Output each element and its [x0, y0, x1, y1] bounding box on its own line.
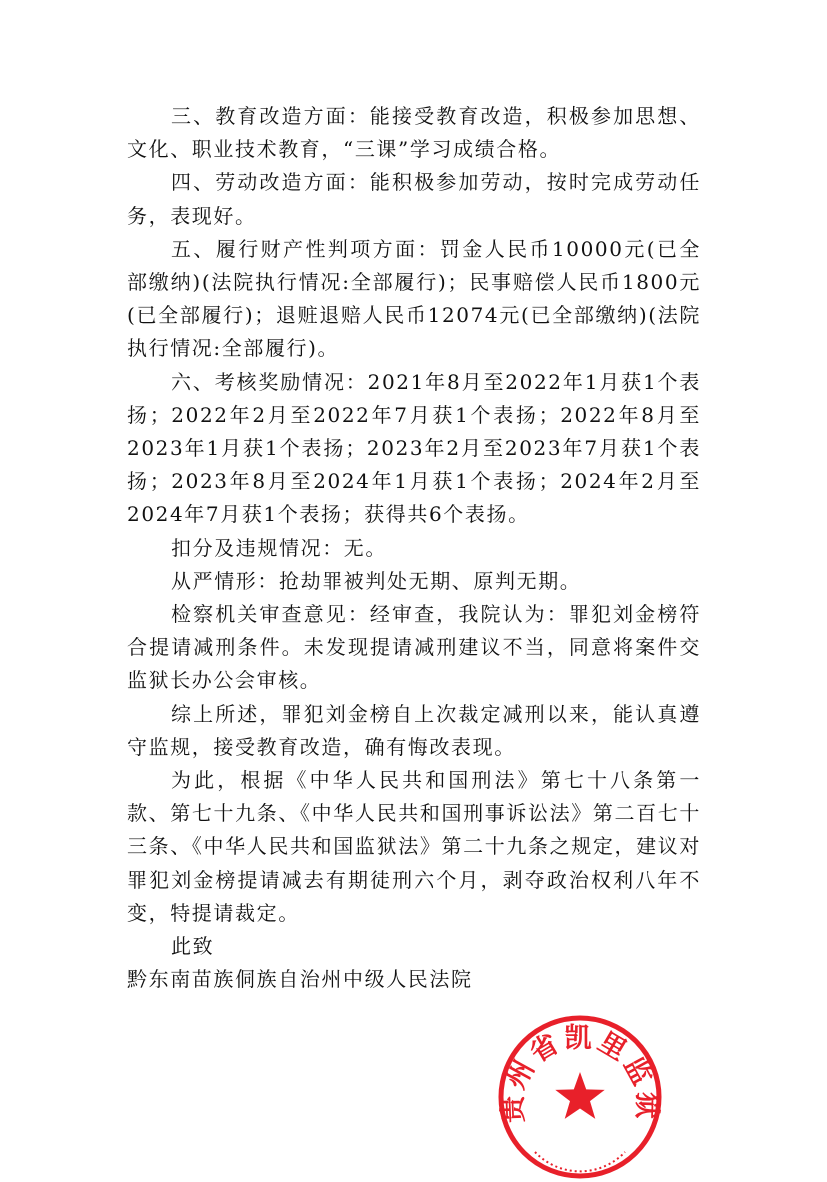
- paragraph-summary: 综上所述，罪犯刘金榜自上次裁定减刑以来，能认真遵守监规，接受教育改造，确有悔改表现。: [127, 701, 701, 759]
- paragraph-education: 三、教育改造方面：能接受教育改造，积极参加思想、文化、职业技术教育，“三课”学习成绩合格。: [127, 104, 701, 162]
- paragraph-property: 五、履行财产性判项方面：罚金人民币10000元(已全部缴纳)(法院执行情况:全部履行)；民事赔偿人民币1800元(已全部履行)；退赃退赔人民币12074元(已全部缴纳)(法院执行情况:全部履行)。: [127, 236, 701, 361]
- seal-star-icon: [555, 1072, 604, 1119]
- paragraph-rewards: 六、考核奖励情况：2021年8月至2022年1月获1个表扬；2022年2月至2022年7月获1个表扬；2022年8月至2023年1月获1个表扬；2023年2月至2023年7月获1个表扬；2023年8月至2024年1月获1个表扬；2024年2月至2024年7月获1个表扬；获得共6个表扬。: [127, 369, 701, 527]
- paragraph-salutation: 此致: [171, 934, 215, 959]
- paragraph-strict: 从严情形：抢劫罪被判处无期、原判无期。: [171, 568, 582, 593]
- recipient-court: 黔东南苗族侗族自治州中级人民法院: [127, 967, 473, 992]
- seal-text: 贵州省凯里监狱: [497, 1022, 663, 1124]
- paragraph-procuratorate: 检察机关审查意见：经审查，我院认为：罪犯刘金榜符合提请减刑条件。未发现提请减刑建议不当，同意将案件交监狱长办公会审核。: [127, 602, 701, 693]
- document-body: [127, 100, 701, 996]
- official-seal: [495, 1012, 665, 1182]
- paragraph-labor: 四、劳动改造方面：能积极参加劳动，按时完成劳动任务，表现好。: [127, 170, 701, 228]
- paragraph-violations: 扣分及违规情况：无。: [171, 535, 387, 560]
- paragraph-recommendation: 为此，根据《中华人民共和国刑法》第七十八条第一款、第七十九条、《中华人民共和国刑事诉讼法》第二百七十三条、《中华人民共和国监狱法》第二十九条之规定，建议对罪犯刘金榜提请减去有期徒刑六个月，剥夺政治权利八年不变，特提请裁定。: [127, 768, 701, 925]
